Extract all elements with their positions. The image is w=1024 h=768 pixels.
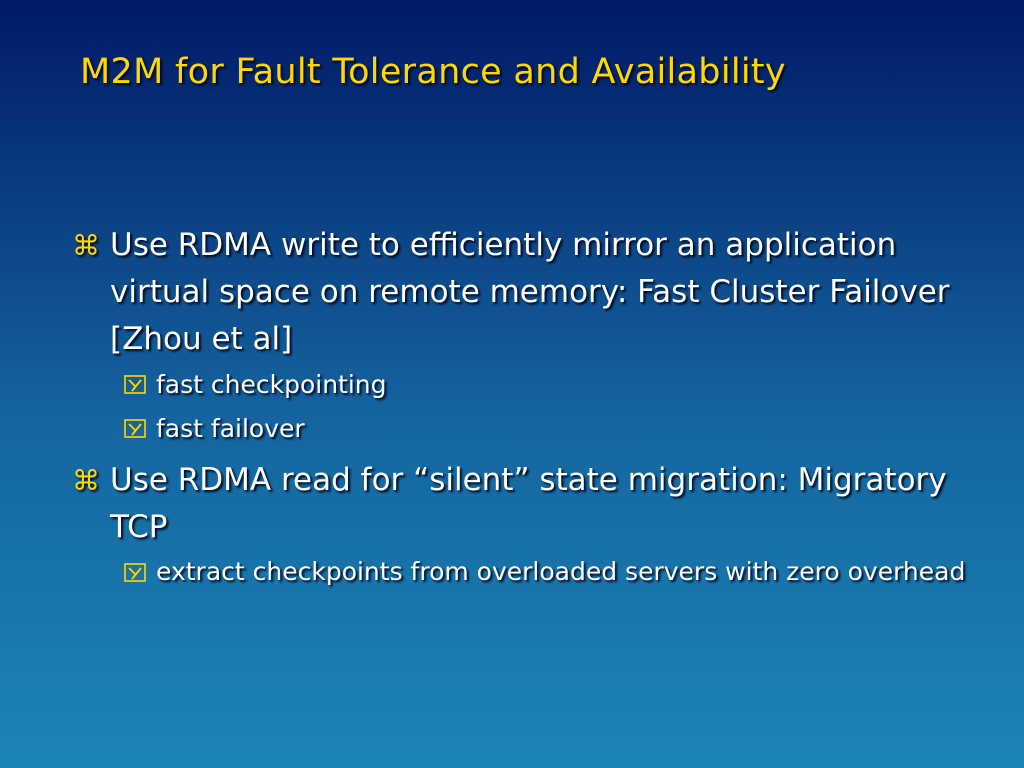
command-key-icon: ⌘ [72, 464, 100, 497]
sub-bullet-item-2-1-text: extract checkpoints from overloaded servers with zero overhead [156, 557, 966, 586]
sub-bullet-item-2-1 [72, 551, 972, 593]
bullet-item-1 [72, 222, 972, 363]
command-key-icon: ⌘ [72, 229, 100, 262]
checkbox-y-icon [124, 375, 146, 394]
sub-bullet-item-1-1 [72, 363, 972, 407]
slide-title: M2M for Fault Tolerance and Availability [80, 52, 786, 92]
slide-body [72, 222, 972, 593]
sub-bullet-item-1-1-text: fast checkpointing [156, 370, 387, 399]
bullet-item-2-text: Use RDMA read for “silent” state migration: Migratory TCP [110, 462, 947, 545]
bullet-item-2 [72, 457, 972, 551]
checkbox-y-icon [124, 419, 146, 438]
checkbox-y-icon [124, 563, 146, 582]
sub-bullet-item-1-2-text: fast failover [156, 414, 305, 443]
bullet-item-1-text: Use RDMA write to efficiently mirror an application virtual space on remote memory: Fast Cluster Failover [Zhou et al] [110, 227, 950, 357]
sub-bullet-item-1-2 [72, 407, 972, 451]
